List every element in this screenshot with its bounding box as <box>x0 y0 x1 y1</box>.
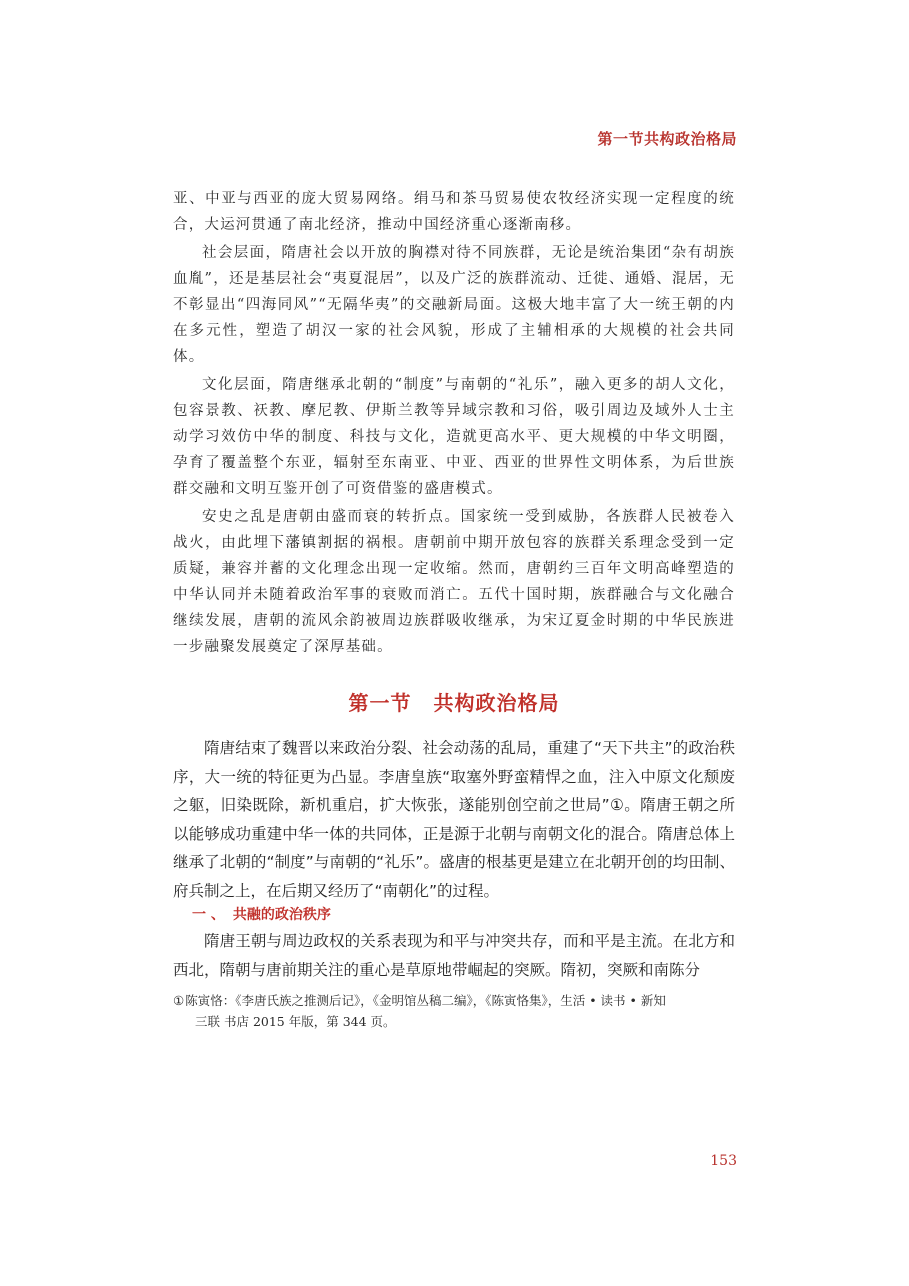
section-title: 共构政治格局 <box>433 691 560 715</box>
section-heading <box>173 687 735 716</box>
subsection-body <box>173 927 735 984</box>
subsection-paragraph: 隋唐王朝与周边政权的关系表现为和平与冲突共存，而和平是主流。在北方和西北，隋朝与唐前期关注的重心是草原地带崛起的突厥。隋初，突厥和南陈分 <box>173 932 735 979</box>
section-number: 第一节 <box>348 691 412 715</box>
subsection-number: 一 、 <box>192 907 225 923</box>
footnote-line-2: 三联 书店 2015 年版，第 344 页。 <box>195 1014 396 1029</box>
intro-paragraph-4: 安史之乱是唐朝由盛而衰的转折点。国家统一受到威胁，各族群人民被卷入战火，由此埋下藩镇割据的祸根。唐朝前中期开放包容的族群关系理念受到一定质疑，兼容并蓄的文化理念出现一定收缩。然而，唐朝约三百年文明高峰塑造的中华认同并未随着政治军事的衰败而消亡。五代十国时期，族群融合与文化融合继续发展，唐朝的流风余韵被周边族群吸收继承，为宋辽夏金时期的中华民族进一步融聚发展奠定了深厚基础。 <box>173 509 735 655</box>
footnote-marker: ① <box>173 993 185 1008</box>
subsection-heading <box>192 904 331 924</box>
section-body <box>173 734 735 905</box>
intro-text-block <box>173 186 735 662</box>
intro-paragraph-2: 社会层面，隋唐社会以开放的胸襟对待不同族群，无论是统治集团“杂有胡族血胤”，还是基层社会“夷夏混居”，以及广泛的族群流动、迁徙、通婚、混居，无不彰显出“四海同风”“无隔华夷”的交融新局面。这极大地丰富了大一统王朝的内 在多元性，塑造了胡汉一家的社会风貌，形成了主辅相承的大规模的社会共同体。 <box>173 245 735 365</box>
footnote <box>173 990 735 1032</box>
footnote-line-1: 陈寅恪：《李唐氏族之推测后记》，《金明馆丛稿二编》，《陈寅恪集》，生活 • 读书 • 新知 <box>185 993 666 1008</box>
intro-paragraph-1: 亚、中亚与西亚的庞大贸易网络。绢马和茶马贸易使农牧经济实现一定程度的统合，大运河贯通了南北经济，推动中国经济重心逐渐南移。 <box>173 191 735 233</box>
running-header: 第一节共构政治格局 <box>597 130 737 148</box>
intro-paragraph-3: 文化层面，隋唐继承北朝的“制度”与南朝的“礼乐”，融入更多的胡人文化，包容景教、祆教、摩尼教、伊斯兰教等异域宗教和习俗，吸引周边及域外人士主动学习效仿中华的制度、科技与文化，造就更高水平、更大规模的中华文明圈，孕育了覆盖整个东亚，辐射至东南亚、中亚、西亚的世界性文明体系，为后世族群交融和文明互鉴开创了可资借鉴的盛唐模式。 <box>173 377 735 497</box>
subsection-title: 共融的政治秩序 <box>232 907 331 923</box>
page-number: 153 <box>710 1153 737 1169</box>
section-paragraph: 隋唐结束了魏晋以来政治分裂、社会动荡的乱局，重建了“天下共主”的政治秩序，大一统的特征更为凸显。李唐皇族“取塞外野蛮精悍之血，注入中原文化颓废之躯，旧染既除，新机重启，扩大恢张，遂能别创空前之世局”①。隋唐王朝之所以能够成功重建中华一体的共同体，正是源于北朝与南朝文化的混合。隋唐总体上继承了北朝的“制度”与南朝的“礼乐”。盛唐的根基更是建立在北朝开创的均田制、府兵制之上，在后期又经历了“南朝化”的过程。 <box>173 739 735 900</box>
